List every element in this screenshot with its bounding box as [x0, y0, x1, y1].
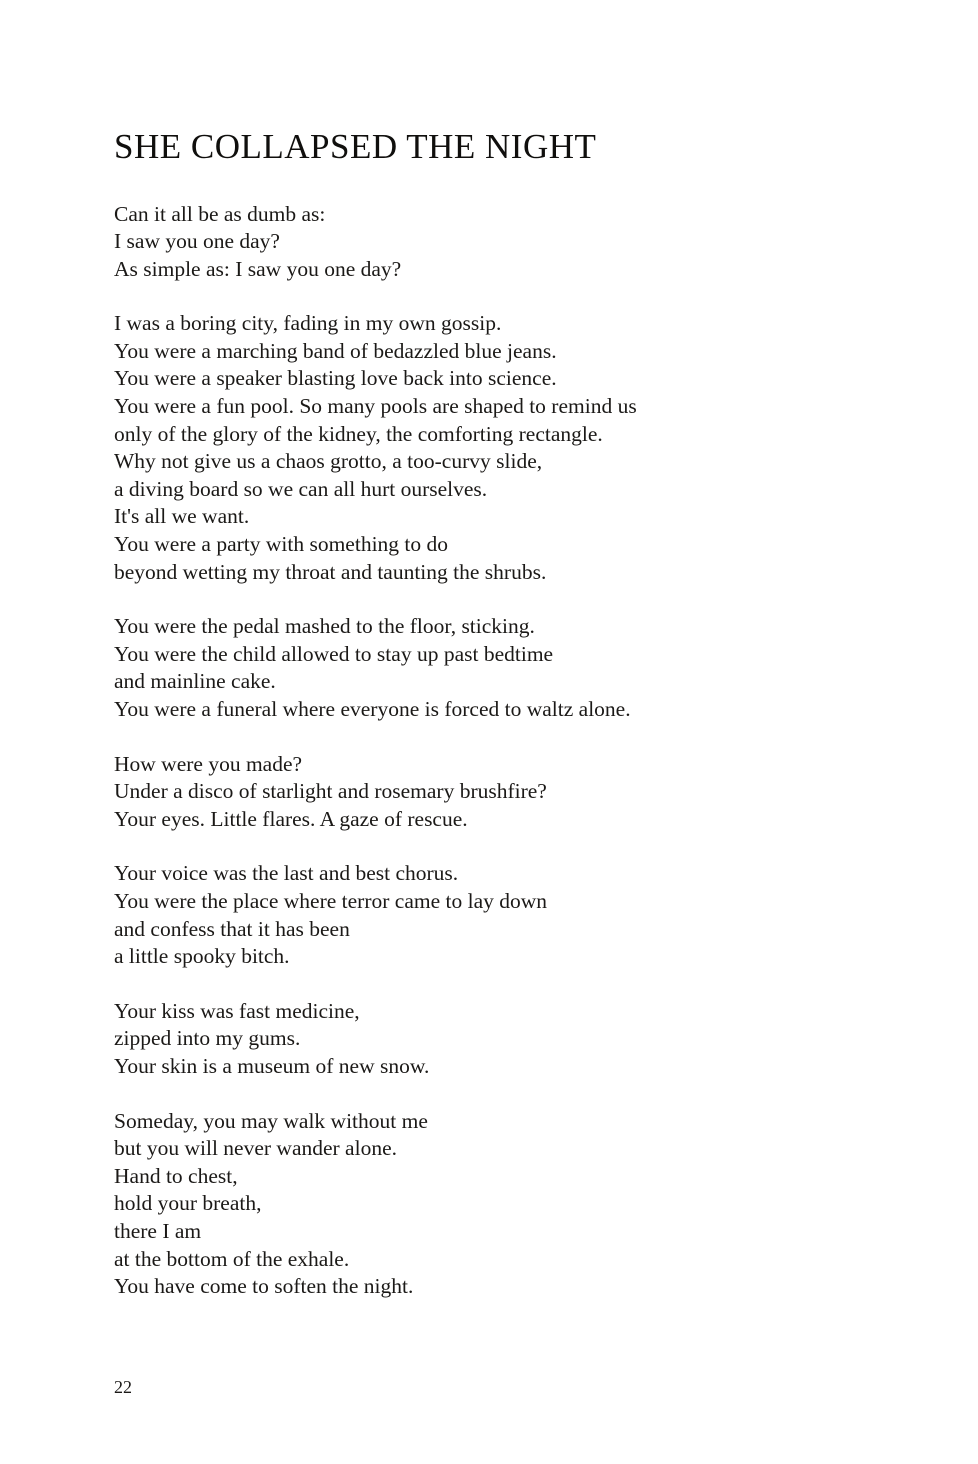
poem-line: Your voice was the last and best chorus.: [114, 861, 459, 886]
poem-line: and confess that it has been: [114, 916, 350, 941]
poem-line: hold your breath,: [114, 1191, 262, 1216]
poem-line: Your kiss was fast medicine,: [114, 998, 360, 1023]
poem-line: Under a disco of starlight and rosemary brushfire?: [114, 779, 547, 804]
poem-line: a little spooky bitch.: [114, 944, 290, 969]
poem-line: and mainline cake.: [114, 669, 276, 694]
stanza: [114, 201, 874, 284]
poem-line: How were you made?: [114, 751, 303, 776]
poem-line: Hand to chest,: [114, 1163, 238, 1188]
stanza: [114, 613, 874, 723]
poem-line: zipped into my gums.: [114, 1026, 301, 1051]
poem-line: You have come to soften the night.: [114, 1274, 414, 1299]
poem-line: Someday, you may walk without me: [114, 1108, 428, 1133]
poem-line: but you will never wander alone.: [114, 1136, 397, 1161]
stanza-list: [114, 201, 874, 1301]
poem-line: I saw you one day?: [114, 229, 280, 254]
poem-line: a diving board so we can all hurt ourselves.: [114, 476, 488, 501]
poem-line: Can it all be as dumb as:: [114, 201, 326, 226]
poem-line: It's all we want.: [114, 504, 250, 529]
page-title: SHE COLLAPSED THE NIGHT: [114, 127, 597, 166]
stanza: [114, 1108, 874, 1301]
stanza: [114, 860, 874, 970]
poem-line: Why not give us a chaos grotto, a too-curvy slide,: [114, 449, 543, 474]
poem-line: Your eyes. Little flares. A gaze of rescue.: [114, 806, 468, 831]
poem-line: there I am: [114, 1218, 202, 1243]
poem-line: You were a marching band of bedazzled blue jeans.: [114, 338, 557, 363]
stanza: [114, 751, 874, 834]
poem-line: You were a funeral where everyone is forced to waltz alone.: [114, 697, 631, 721]
poem-line: beyond wetting my throat and taunting the shrubs.: [114, 559, 547, 584]
page-number: 22: [114, 1377, 132, 1397]
poem-line: only of the glory of the kidney, the comforting rectangle.: [114, 421, 603, 446]
poem-line: You were the place where terror came to lay down: [114, 888, 548, 913]
poem-line: As simple as: I saw you one day?: [114, 256, 402, 281]
stanza: [114, 310, 874, 586]
poem-line: You were the child allowed to stay up past bedtime: [114, 641, 554, 666]
poem-line: You were the pedal mashed to the floor, sticking.: [114, 614, 535, 639]
stanza: [114, 998, 874, 1081]
poem-line: Your skin is a museum of new snow.: [114, 1053, 430, 1078]
poem-line: You were a party with something to do: [114, 532, 449, 557]
poem-line: You were a speaker blasting love back into science.: [114, 366, 557, 391]
poem-body: [114, 128, 874, 1301]
poem-line: I was a boring city, fading in my own gossip.: [114, 311, 502, 336]
poem-line: at the bottom of the exhale.: [114, 1246, 350, 1271]
poem-line: You were a fun pool. So many pools are shaped to remind us: [114, 394, 637, 419]
